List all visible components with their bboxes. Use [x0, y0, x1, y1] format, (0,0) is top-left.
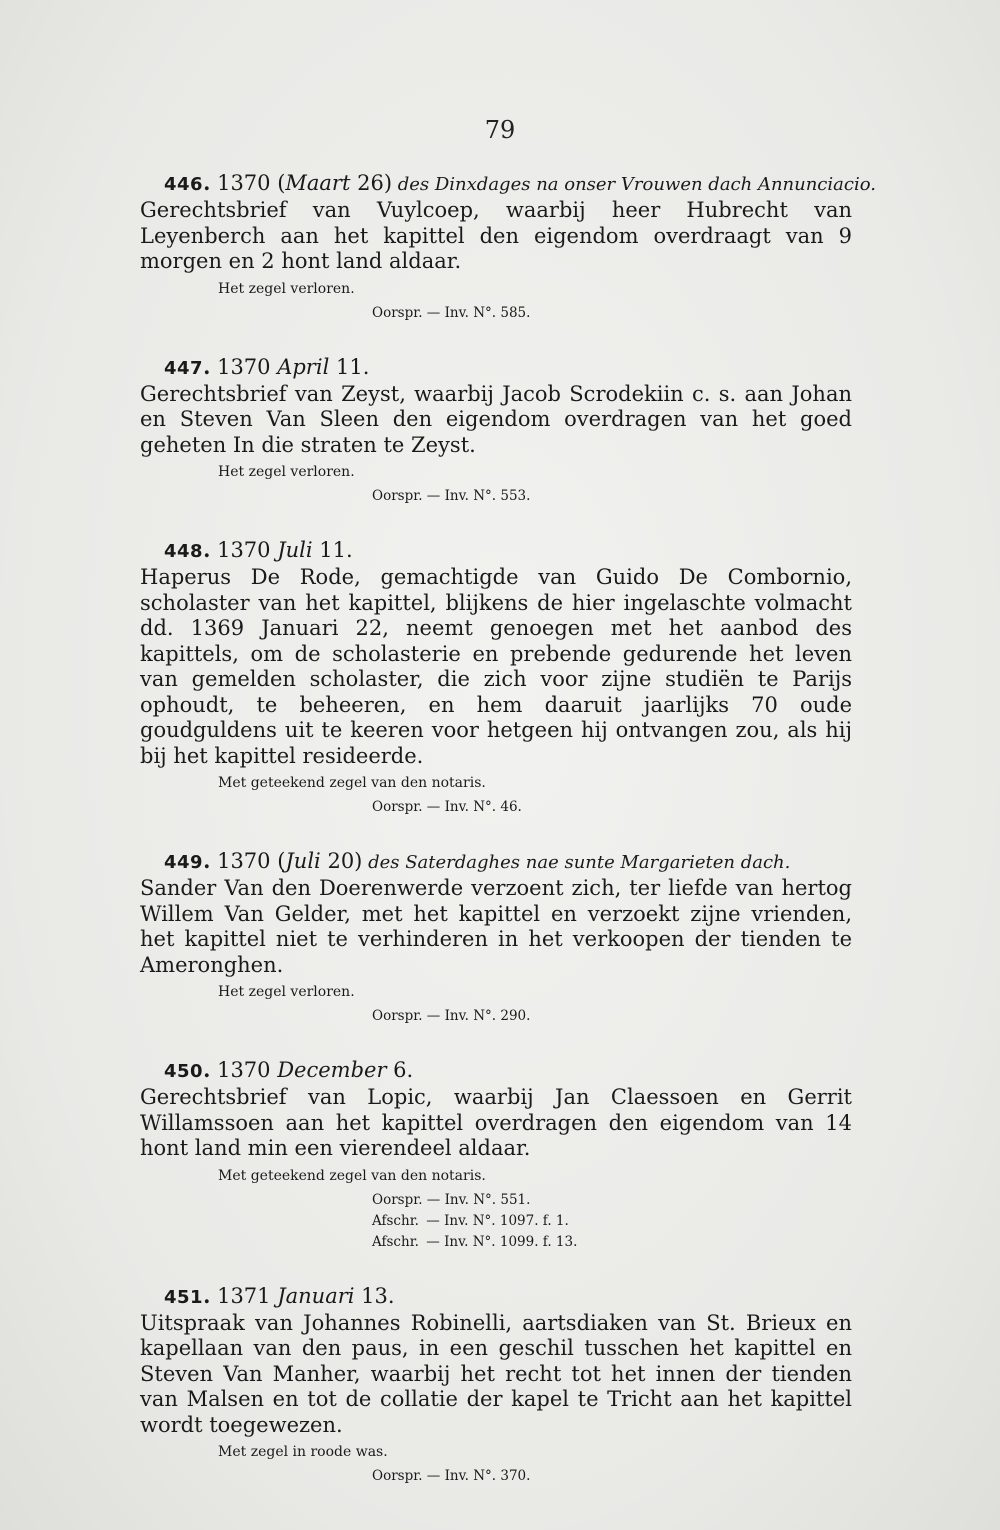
entry-number: 450 [164, 1061, 204, 1082]
source-inventory: — Inv. N°. 46. [426, 799, 522, 815]
entries-list [140, 170, 876, 1517]
entry-date-prefix: 1370 ( [217, 849, 286, 873]
entry-date-month: December [277, 1058, 387, 1082]
source-kind: Oorspr. [372, 304, 423, 321]
entry-number-period: . [203, 537, 211, 562]
charter-entry [140, 170, 876, 324]
entry-date-month: Maart [285, 171, 351, 195]
seal-note: Met geteekend zegel van den notaris. [218, 1167, 486, 1184]
entry-date-prefix: 1370 [217, 538, 278, 562]
seal-note: Het zegel verloren. [218, 280, 355, 297]
entry-summary: Sander Van den Doerenwerde verzoent zich, ter liefde van hertog Willem Van Gelder, met het kapittel en verzoekt zijne vrienden, het kapittel niet te verhinderen in het verkoopen der tienden te Ameronghen. [140, 876, 852, 977]
source-inventory: — Inv. N°. 290. [426, 1008, 531, 1024]
entry-date-suffix: 20) [320, 849, 363, 873]
entry-number: 449 [164, 852, 204, 873]
source-kind: Oorspr. [372, 1008, 423, 1024]
entry-number-period: . [203, 1057, 211, 1082]
entry-date-prefix: 1371 [217, 1283, 278, 1308]
source-reference [372, 797, 852, 818]
charter-entry [140, 1057, 852, 1253]
charter-entry [140, 537, 852, 818]
source-kind: Oorspr. [372, 1191, 423, 1208]
entry-heading [140, 1283, 852, 1311]
source-reference [372, 1211, 852, 1232]
source-reference [372, 1190, 852, 1211]
entry-date-suffix: 13. [354, 1283, 395, 1308]
entry-date-phrase: des Dinxdages na onser Vrouwen dach Annunciacio. [392, 174, 876, 195]
source-reference [372, 303, 852, 324]
entry-date-month: Januari [277, 1283, 355, 1308]
source-inventory: — Inv. N°. 553. [426, 488, 531, 504]
entry-date-month: Juli [277, 538, 313, 562]
source-inventory: — Inv. N°. 370. [426, 1468, 531, 1484]
entry-date-suffix: 6. [386, 1058, 414, 1082]
entry-date-month: April [277, 354, 330, 379]
entry-summary: Gerechtsbrief van Zeyst, waarbij Jacob Scrodekiin c. s. aan Johan en Steven Van Sleen den eigendom overdragen van het goed geheten In die straten te Zeyst. [140, 381, 852, 457]
source-inventory: — Inv. N°. 1099. f. 13. [426, 1233, 578, 1250]
entry-heading [140, 848, 852, 876]
entry-number-period: . [203, 848, 211, 873]
entry-heading [140, 354, 852, 382]
seal-note: Met geteekend zegel van den notaris. [218, 775, 486, 791]
charter-entry [140, 848, 852, 1027]
entry-date-prefix: 1370 [217, 1058, 278, 1082]
entry-number: 451 [164, 1286, 204, 1308]
entry-number-period: . [203, 353, 211, 379]
entry-summary: Uitspraak van Johannes Robinelli, aartsdiaken van St. Brieux en kapellaan van den paus, in een geschil tusschen het kapittel en Steven Van Manher, waarbij het recht tot het innen der tienden van Malsen en tot de collatie der kapel te Tricht aan het kapittel wordt toegewezen. [140, 1310, 852, 1437]
entry-date-suffix: 11. [329, 354, 370, 379]
entry-date-month: Juli [285, 849, 321, 873]
entry-summary: Gerechtsbrief van Lopic, waarbij Jan Claessoen en Gerrit Willamssoen aan het kapittel overdragen den eigendom van 14 hont land min een vierendeel aldaar. [140, 1085, 852, 1160]
source-inventory: — Inv. N°. 551. [426, 1191, 531, 1208]
source-kind: Oorspr. [372, 799, 423, 815]
source-inventory: — Inv. N°. 585. [426, 304, 531, 321]
source-reference [372, 486, 852, 507]
entry-number-period: . [203, 170, 211, 195]
seal-note: Het zegel verloren. [218, 984, 355, 1000]
source-reference [372, 1232, 852, 1253]
source-reference [372, 1466, 852, 1487]
charter-entry [140, 1283, 852, 1488]
source-kind: Oorspr. [372, 1468, 423, 1484]
entry-number: 447 [164, 357, 204, 379]
charter-entry [140, 354, 852, 508]
entry-date-phrase: des Saterdaghes nae sunte Margarieten dach. [362, 852, 791, 873]
entry-date-suffix: 26) [350, 171, 393, 195]
entry-heading [140, 1057, 852, 1085]
source-list [140, 797, 852, 818]
entry-summary: Gerechtsbrief van Vuylcoep, waarbij heer Hubrecht van Leyenberch aan het kapittel den eigendom overdraagt van 9 morgen en 2 hont land aldaar. [140, 198, 852, 273]
source-kind: Afschr. [372, 1233, 419, 1250]
source-kind: Afschr. [372, 1212, 419, 1229]
seal-note: Het zegel verloren. [218, 464, 355, 480]
entry-date-prefix: 1370 [217, 354, 278, 379]
seal-note: Met zegel in roode was. [218, 1444, 388, 1460]
source-reference [372, 1006, 852, 1027]
entry-date-prefix: 1370 ( [217, 171, 286, 195]
source-list [140, 1190, 852, 1253]
source-inventory: — Inv. N°. 1097. f. 1. [426, 1212, 569, 1229]
source-list [140, 486, 852, 507]
entry-heading [140, 170, 876, 198]
entry-number-period: . [203, 1282, 211, 1308]
source-list [140, 303, 852, 324]
entry-number: 448 [164, 541, 204, 562]
page-number: 79 [484, 116, 516, 144]
entry-heading [140, 537, 852, 565]
source-list [140, 1466, 852, 1487]
source-kind: Oorspr. [372, 488, 423, 504]
entry-date-suffix: 11. [312, 538, 353, 562]
source-list [140, 1006, 852, 1027]
entry-number: 446 [164, 174, 204, 195]
entry-summary: Haperus De Rode, gemachtigde van Guido De Combornio, scholaster van het kapittel, blijkens de hier ingelaschte volmacht dd. 1369 Januari 22, neemt genoegen met het aanbod des kapittels, om de scholasterie en prebende gedurende het leven van gemelden scholaster, die zich voor zijne studiën te Parijs ophoudt, te beheeren, en hem daaruit jaarlijks 70 oude goudguldens uit te keeren voor hetgeen hij ontvangen zou, als hij bij het kapittel resideerde. [140, 565, 852, 768]
